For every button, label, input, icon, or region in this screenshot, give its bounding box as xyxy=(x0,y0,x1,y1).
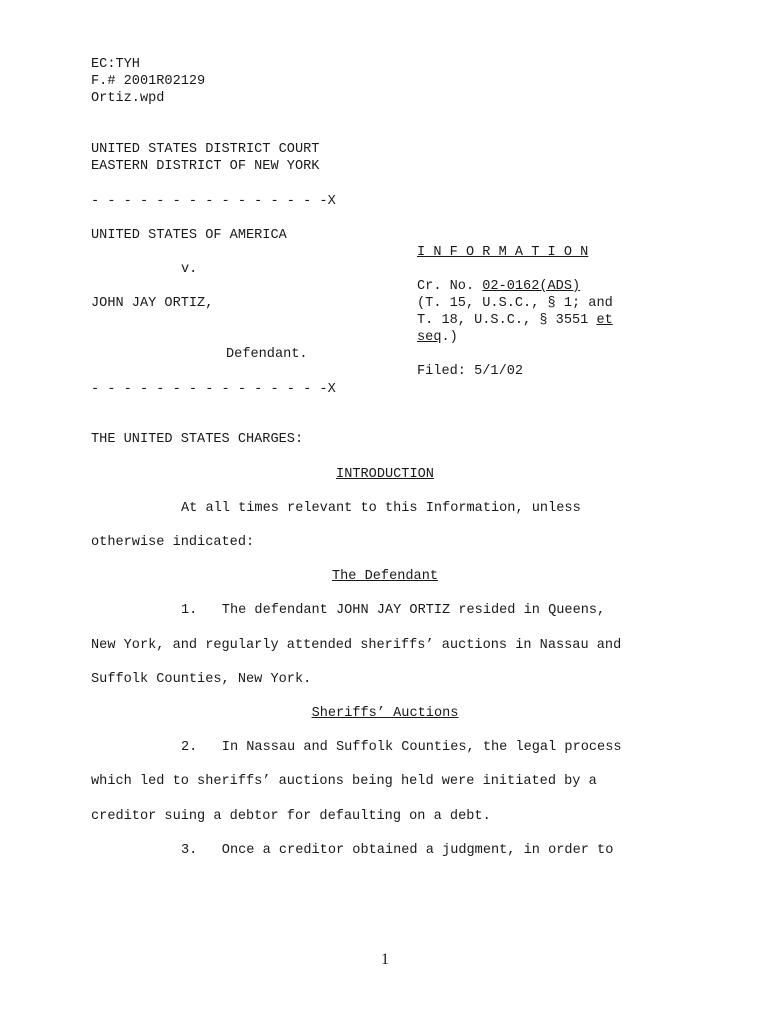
introduction-heading-text: INTRODUCTION xyxy=(336,467,434,482)
caption-divider-bottom: - - - - - - - - - - - - - - -X xyxy=(91,382,336,397)
statute-line-2-prefix: T. 18, U.S.C., § 3551 xyxy=(417,313,597,328)
defendant-label: Defendant. xyxy=(226,347,308,362)
statute-et: et xyxy=(596,313,613,328)
statute-close: .) xyxy=(441,330,458,345)
defendant-name: JOHN JAY ORTIZ, xyxy=(91,296,214,311)
paragraph-2-line-1: 2. In Nassau and Suffolk Counties, the legal process xyxy=(181,740,622,755)
auctions-heading-text: Sheriffs’ Auctions xyxy=(311,706,459,721)
versus-label: v. xyxy=(181,262,198,277)
charges-statement: THE UNITED STATES CHARGES: xyxy=(91,432,304,447)
introduction-heading xyxy=(0,466,770,483)
paragraph-2-line-3: creditor suing a debtor for defaulting on a debt. xyxy=(91,809,491,824)
plaintiff-name: UNITED STATES OF AMERICA xyxy=(91,228,287,243)
file-number-line: F.# 2001R02129 xyxy=(91,74,206,89)
statute-line-1: (T. 15, U.S.C., § 1; and xyxy=(417,296,613,311)
initials-line: EC:TYH xyxy=(91,57,140,72)
defendant-heading-text: The Defendant xyxy=(331,569,439,584)
filename-line: Ortiz.wpd xyxy=(91,91,165,106)
paragraph-3-line-1: 3. Once a creditor obtained a judgment, in order to xyxy=(181,843,614,858)
paragraph-1-line-2: New York, and regularly attended sheriffs’ auctions in Nassau and xyxy=(91,638,622,653)
paragraph-2-line-2: which led to sheriffs’ auctions being held were initiated by a xyxy=(91,774,597,789)
filed-date: Filed: 5/1/02 xyxy=(417,364,524,379)
defendant-heading xyxy=(0,568,770,585)
intro-line-1: At all times relevant to this Information, unless xyxy=(181,501,581,516)
court-district: EASTERN DISTRICT OF NEW YORK xyxy=(91,159,320,174)
intro-line-2: otherwise indicated: xyxy=(91,535,255,550)
statute-seq: seq xyxy=(417,330,442,345)
document-title: I N F O R M A T I O N xyxy=(417,245,589,260)
auctions-heading xyxy=(0,705,770,722)
statute-line-3 xyxy=(417,329,458,346)
statute-line-2 xyxy=(417,312,613,329)
caption-divider-top: - - - - - - - - - - - - - - -X xyxy=(91,194,336,209)
case-number xyxy=(417,278,580,295)
paragraph-1-line-1: 1. The defendant JOHN JAY ORTIZ resided in Queens, xyxy=(181,603,606,618)
case-number-prefix: Cr. No. xyxy=(417,279,483,294)
page-number: 1 xyxy=(381,951,389,968)
case-number-value: 02-0162(ADS) xyxy=(482,279,581,294)
paragraph-1-line-3: Suffolk Counties, New York. xyxy=(91,672,312,687)
court-name: UNITED STATES DISTRICT COURT xyxy=(91,142,320,157)
